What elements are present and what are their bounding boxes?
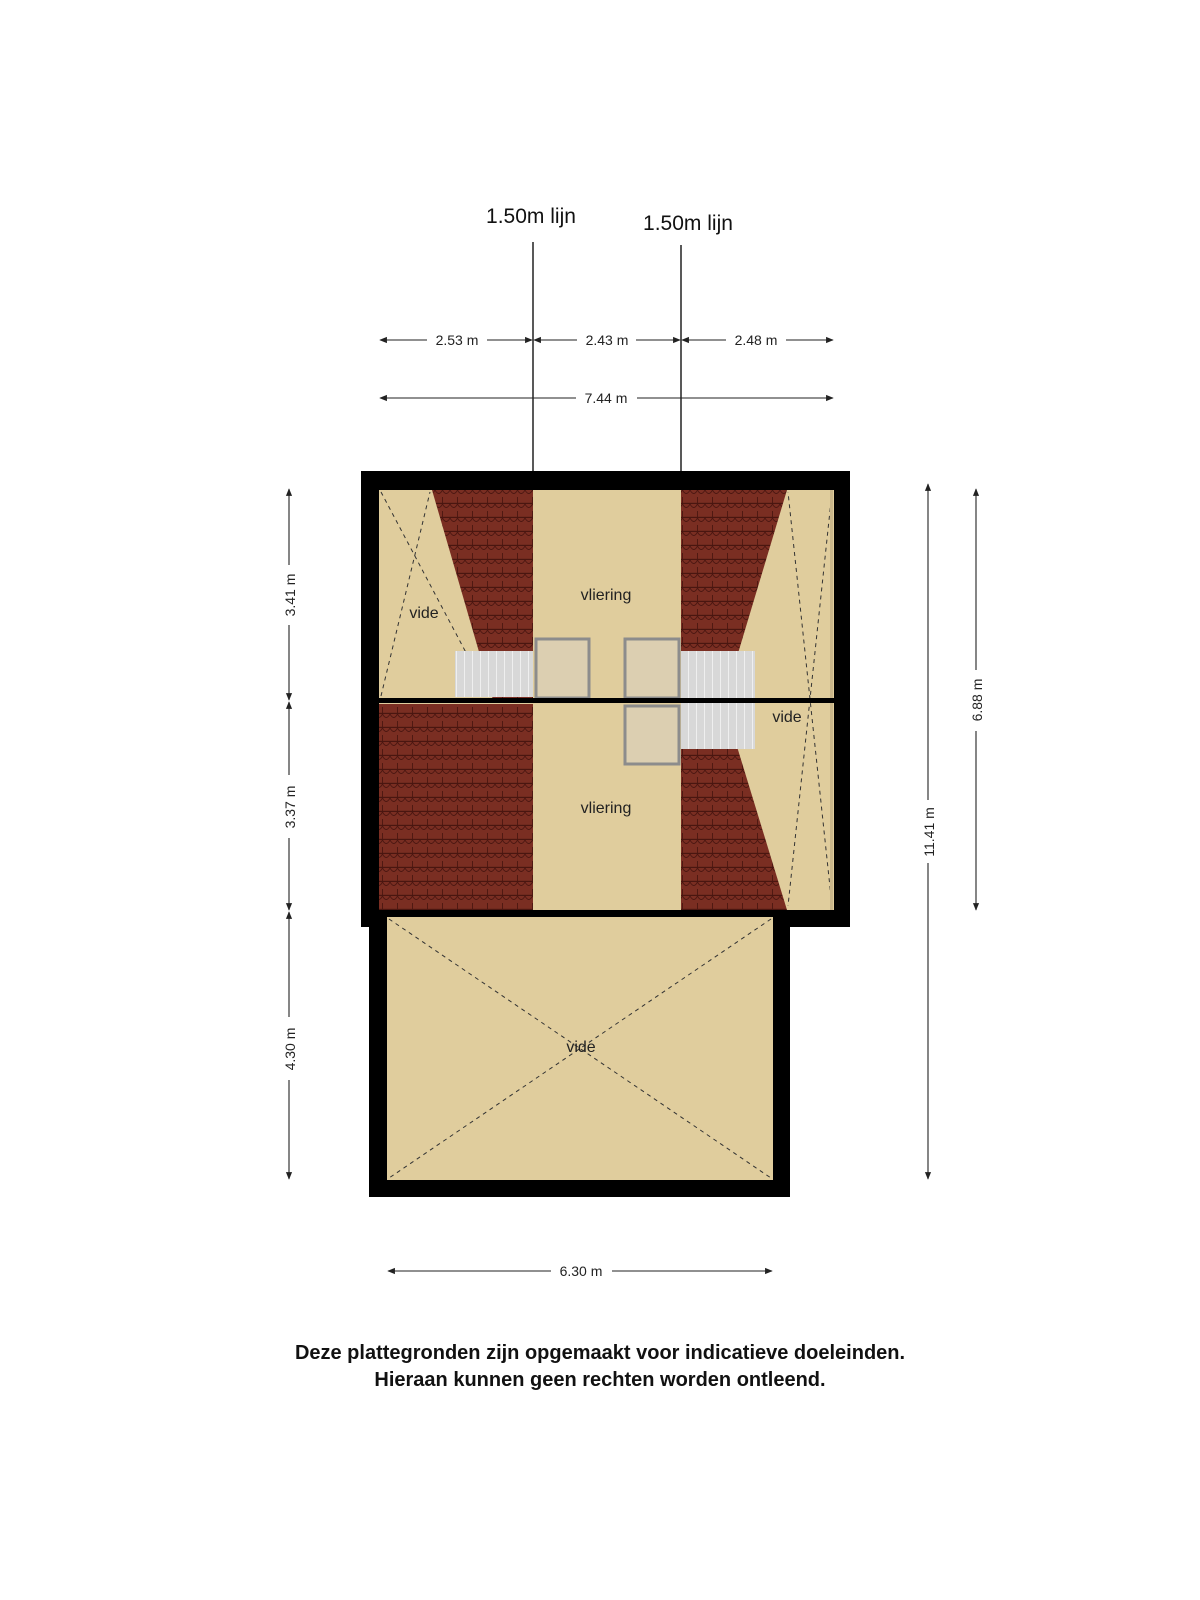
lijn-label-left: 1.50m lijn: [486, 205, 576, 228]
hatch-3: [625, 706, 679, 764]
disclaimer-line-2: Hieraan kunnen geen rechten worden ontleend.: [374, 1369, 826, 1391]
roof-tiles-bottom-left: [379, 704, 533, 910]
room-label-vide-top-left: vide: [409, 605, 439, 622]
dim-top-segment-1: 2.53 m: [435, 332, 479, 348]
dim-bottom-width: 6.30 m: [559, 1263, 603, 1279]
lijn-label-right: 1.50m lijn: [643, 212, 733, 235]
dim-right-partial: 6.88 m: [969, 678, 985, 722]
room-label-vliering-top: vliering: [580, 587, 632, 604]
dim-left-3: 4.30 m: [282, 1027, 298, 1071]
dim-left-2: 3.37 m: [282, 785, 298, 829]
room-label-vide-bottom: vide: [566, 1039, 596, 1056]
dim-top-segment-2: 2.43 m: [585, 332, 629, 348]
dim-top-total: 7.44 m: [584, 390, 628, 406]
hatch-2: [625, 639, 679, 698]
interior-wall: [379, 698, 834, 703]
disclaimer-line-1: Deze plattegronden zijn opgemaakt voor indicatieve doeleinden.: [294, 1342, 906, 1364]
room-label-vliering-bottom: vliering: [580, 800, 632, 817]
hatch-1: [536, 639, 589, 698]
room-label-vide-right: vide: [772, 709, 802, 726]
dim-top-segment-3: 2.48 m: [734, 332, 778, 348]
dim-left-1: 3.41 m: [282, 573, 298, 617]
dim-right-total: 11.41 m: [921, 807, 937, 857]
stairs-left: [455, 651, 533, 697]
